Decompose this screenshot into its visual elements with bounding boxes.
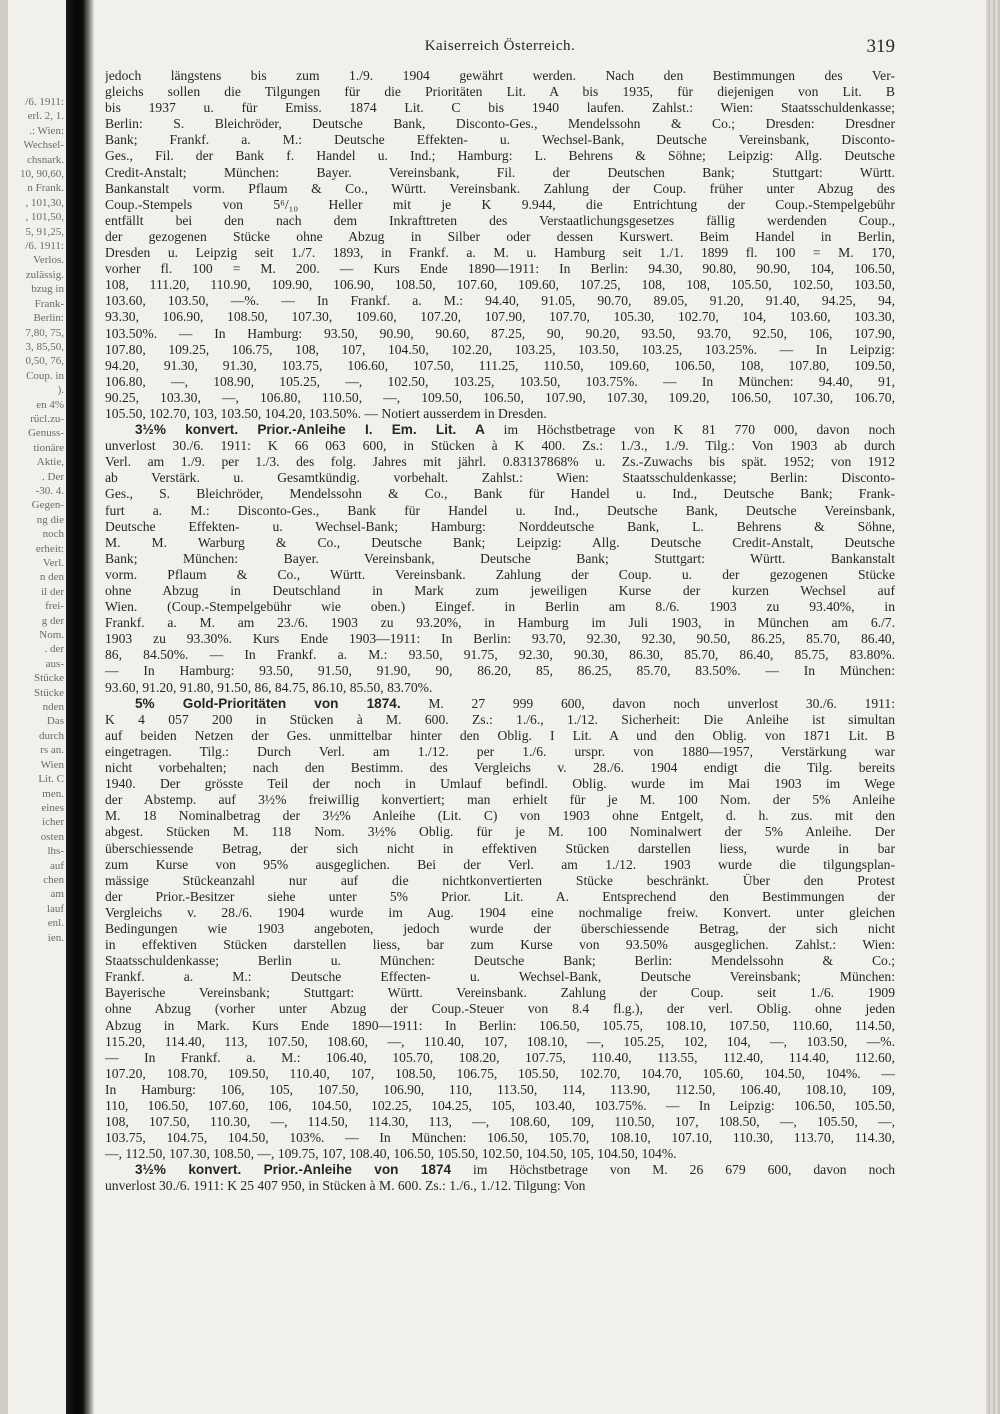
text-line: 90.25, 103.30, —, 106.80, 110.50, —, 109.50, 106.50, 107.90, 107.30, 109.20, 106.50, 107.30, 106.70,	[105, 389, 895, 405]
facing-page-line: chen	[43, 873, 64, 886]
text-line: unverlost 30./6. 1911: K 66 063 600, in Stücken à K 400. Zs.: 1./3., 1./9. Tilg.: Von 1903 ab durch	[105, 438, 895, 454]
text-line: Verl. am 1./9. per 1./3. des folg. Jahres mit jährl. 0.83137868% u. Zs.-Zuwachs bis spät. 1952; von 1912	[105, 454, 895, 470]
text-line: Bank; Frankf. a. M.: Deutsche Effekten- u. Wechsel-Bank, Deutsche Vereinsbank, Disconto-	[105, 132, 895, 148]
text-line: 5% Gold-Prioritäten von 1874. M. 27 999 600, davon noch unverlost 30./6. 1911:	[135, 695, 895, 711]
facing-page-line: Verl.	[42, 557, 64, 569]
facing-page-line: Stücke	[34, 686, 64, 699]
facing-page-line: osten	[40, 830, 64, 843]
text-line: eingetragen. Tilg.: Durch Verl. am 1./12. per 1./6. urspr. von 1880—1957, Verstärkung war	[105, 743, 895, 759]
text-line: in effektiven Stücken darstellen liess, bar zum Kurse von 93.50% ausgeglichen. Zahlst.: Wien:	[105, 937, 895, 953]
facing-page-line: bzug in	[31, 283, 64, 296]
facing-page-line: lhs-	[47, 845, 64, 858]
text-line: Bayerische Vereinsbank; Stuttgart: Württ. Vereinsbank. Zahlung der Coup. seit 1./6. 1909	[105, 985, 895, 1001]
facing-page-line: 5, 91,25,	[25, 225, 64, 238]
facing-page-line: durch	[38, 729, 64, 742]
facing-page-line: Das	[46, 715, 64, 728]
text-line: unverlost 30./6. 1911: K 25 407 950, in Stücken à M. 600. Zs.: 1./6., 1./12. Tilgung: Von	[105, 1178, 586, 1194]
facing-page-line: /6. 1911:	[25, 240, 64, 253]
facing-page-line: Coup. in	[26, 369, 64, 382]
text-line: —, 112.50, 107.30, 108.50, —, 109.75, 107, 108.40, 106.50, 105.50, 102.50, 104.50, 105, 104.50, 104%.	[105, 1146, 677, 1162]
facing-page-line: Gegen-	[31, 499, 64, 512]
text-line: Bankanstalt vorm. Pflaum & Co., Württ. Vereinsbank. Zahlung der Coup. früher unter Abzug des	[105, 180, 895, 196]
facing-page-line: zulässig.	[25, 268, 64, 281]
paragraph	[105, 422, 895, 696]
text-line: 93.30, 106.90, 108.50, 107.30, 109.60, 107.20, 107.90, 107.70, 105.30, 102.70, 104, 103.60, 103.30,	[105, 309, 895, 325]
text-line: Dresden u. Leipzig seit 1./7. 1893, in Frankf. a. M. u. Hamburg seit 1./1. 1899 fl. 100 = M. 170,	[105, 245, 895, 261]
text-line: K 4 057 200 in Stücken à M. 600. Zs.: 1./6., 1./12. Sicherheit: Die Anleihe ist simultan	[105, 711, 895, 727]
text-line: 108, 107.50, 110.30, —, 114.50, 114.30, 113, —, 108.60, 109, 110.50, 107, 108.50, —, 105.50, —,	[105, 1114, 895, 1130]
facing-page-line: en 4%	[36, 398, 64, 411]
text-line: 3½% konvert. Prior.-Anleihe von 1874 im Höchstbetrage von M. 26 679 600, davon noch	[135, 1162, 895, 1178]
facing-page-line: 0,50, 76,	[25, 355, 64, 368]
facing-page-line: Wien	[40, 758, 64, 771]
text-line: überschiessende Betrag, der sich nicht in effektiven Stücken darstellen liess, wurde in bar	[105, 840, 895, 856]
text-line: 108, 111.20, 110.90, 109.90, 106.90, 108.50, 107.60, 109.60, 107.25, 108, 108, 105.50, 102.50, 103.50,	[105, 277, 895, 293]
facing-page-line: ng die	[36, 513, 64, 526]
text-line: Abzug in Mark. Kurs Ende 1890—1911: In Berlin: 106.50, 105.75, 108.10, 107.50, 110.60, 114.50,	[105, 1017, 895, 1033]
text-line: Vergleichs v. 28./6. 1904 wurde im Aug. 1904 eine nochmalige freiw. Konvert. unter gleichen	[105, 904, 895, 920]
facing-page-line: icher	[42, 816, 64, 829]
facing-page-line: eines	[41, 801, 64, 814]
text-line: ohne Abzug in Deutschland in Mark zum jeweiligen Kurse der kurzen Wechsel auf	[105, 583, 895, 598]
text-line: 93.60, 91.20, 91.80, 91.50, 86, 84.75, 86.10, 85.50, 83.70%.	[105, 679, 433, 695]
text-line: 1940. Der grösste Teil der noch in Umlauf befindl. Oblig. wurde im Mai 1903 im Wege	[105, 776, 895, 792]
facing-page-line: g der	[41, 614, 64, 627]
page-edges	[986, 0, 1000, 1414]
page-number: 319	[866, 36, 895, 57]
text-line: In Hamburg: 106, 105, 107.50, 106.90, 110, 113.50, 114, 113.90, 112.50, 106.40, 108.10, 109,	[105, 1081, 895, 1097]
text-line: 107.80, 109.25, 106.75, 108, 107, 104.50, 102.20, 103.25, 103.50, 103.25, 103.25%. — In Leipzig:	[105, 341, 895, 357]
text-line: — In Hamburg: 93.50, 91.50, 91.90, 90, 86.20, 85, 86.25, 85.70, 83.50%. — In München:	[105, 663, 895, 679]
text-line: Ges., S. Bleichröder, Mendelssohn & Co., Bank für Handel u. Ind., Deutsche Bank; Frank-	[105, 486, 895, 502]
text-line: Staatsschuldenkasse; Berlin u. München: Deutsche Bank; Berlin: Mendelssohn & Co.;	[105, 953, 895, 969]
facing-page-line: Berlin:	[33, 312, 64, 325]
facing-page-line: erl. 2, 1.	[27, 110, 64, 123]
paragraph	[105, 68, 895, 422]
facing-page-line: 7,80, 75,	[25, 326, 64, 339]
text-line: Bedingungen wie 1903 angeboten, jedoch wurde der überschiessende Betrag, der sich nicht	[105, 920, 895, 936]
text-line: 103.60, 103.50, —%. — In Frankf. a. M.: 94.40, 91.05, 90.70, 89.05, 91.20, 91.40, 94.25, 94,	[105, 293, 895, 309]
facing-page-line: -30. 4.	[35, 484, 64, 497]
facing-page-line: . der	[44, 643, 64, 656]
text-line: Berlin: S. Bleichröder, Deutsche Bank, Disconto-Ges., Mendelssohn & Co.; Dresden: Dresdner	[105, 116, 895, 132]
facing-page-line: auf	[49, 859, 64, 872]
facing-page-line: Nom.	[39, 629, 64, 642]
section-heading: 3½% konvert. Prior.-Anleihe von 1874	[135, 1162, 452, 1178]
text-line: zum Kurse von 95% ausgeglichen. Bei der Verl. am 1./12. 1903 wurde die tilgungsplan-	[105, 856, 895, 872]
text-line: 115.20, 114.40, 113, 107.50, 108.60, —, 110.40, 107, 108.10, —, 105.25, 102, 104, —, 103.50, —%.	[105, 1033, 895, 1049]
text-line: bis 1937 u. für Emiss. 1874 Lit. C bis 1940 laufen. Zahlst.: Wien: Staatsschuldenkasse;	[105, 100, 895, 116]
text-line: ohne Abzug (vorher unter Abzug der Coup.-Steuer von 8.4 fl.g.), der verl. Oblig. ohne jeden	[105, 1001, 895, 1017]
text-line: Frankf. a. M. am 23./6. 1903 zu 93.20%, in Hamburg im Juli 1903, in München am 6./7.	[105, 615, 895, 631]
text-line: 1903 zu 93.30%. Kurs Ende 1903—1911: In Berlin: 93.70, 92.30, 92.30, 90.50, 86.25, 85.70, 86.40,	[105, 631, 895, 647]
text-line: ab Verstärk. u. Gesamtkündig. vorbehalt. Zahlst.: Wien: Staatsschuldenkasse; Berlin: Disconto-	[105, 470, 895, 486]
facing-page-line: men.	[42, 787, 64, 800]
text-line: mässige Stückeanzahl nur auf die nichtkonvertierten Stücke beschränkt. Über den Protest	[105, 872, 895, 888]
facing-page-line: .: Wien:	[29, 124, 64, 137]
facing-page-line: Lit. C	[38, 773, 64, 786]
text-line: Coup.-Stempels von 5⁶/₁₀ Heller mit je K 9.944, die Entrichtung der Coup.-Stempelgebühr	[105, 196, 895, 212]
facing-page-line: 3, 85,50,	[25, 340, 64, 353]
text-line: 103.50%. — In Hamburg: 93.50, 90.90, 90.60, 87.25, 90, 90.20, 93.50, 93.70, 92.50, 106, 107.90,	[105, 325, 895, 341]
text-line: entfällt bei den nach dem Inkrafttreten des Verstaatlichungsgesetzes fällig werdenden Coup.,	[105, 212, 895, 228]
facing-page-line: enl.	[47, 917, 64, 930]
facing-page-line: ien.	[47, 931, 64, 944]
text-line: 3½% konvert. Prior.-Anleihe I. Em. Lit. A im Höchstbetrage von K 81 770 000, davon noch	[135, 422, 895, 438]
facing-page-line: ).	[57, 384, 64, 397]
text-line: Credit-Anstalt; München: Bayer. Vereinsbank, Fil. der Deutschen Bank; Stuttgart: Württ.	[105, 164, 895, 180]
text-line: jedoch längstens bis zum 1./9. 1904 gewährt werden. Nach den Bestimmungen des Ver-	[105, 68, 895, 83]
text-line: nicht vorbehalten; nach den Bestimm. des Vergleichs v. 28./6. 1904 endigt die Tilg. bereits	[105, 760, 895, 776]
facing-page-line: frei-	[45, 600, 64, 613]
section-heading: 5% Gold-Prioritäten von 1874.	[135, 695, 401, 711]
facing-page-line: , 101,30,	[25, 196, 64, 209]
facing-page-line: /6. 1911:	[25, 96, 64, 108]
text-line: — In Frankf. a. M.: 106.40, 105.70, 108.20, 107.75, 110.40, 113.55, 112.40, 114.40, 112.60,	[105, 1049, 895, 1065]
running-head: Kaiserreich Österreich.	[424, 38, 576, 54]
facing-page-line: Verlos.	[33, 254, 64, 267]
facing-page-fragments	[0, 95, 66, 1395]
text-line: Frankf. a. M.: Deutsche Effecten- u. Wechsel-Bank, Deutsche Vereinsbank; München:	[105, 969, 895, 985]
text-line: 110, 106.50, 107.60, 106, 104.50, 102.25, 104.25, 105, 103.40, 103.75%. — In Leipzig: 106.50, 105.50,	[105, 1098, 895, 1113]
facing-page-line: nden	[42, 701, 64, 714]
paragraph	[105, 1162, 895, 1194]
text-line: der Prior.-Besitzer siehe unter 5% Prior. Lit. A. Entsprechend den Bestimmungen der	[105, 888, 895, 904]
text-line: der Abstemp. auf 3½% freiwillig konvertiert; man erhielt für je M. 100 Nom. der 5% Anleihe	[105, 792, 895, 808]
text-line: 107.20, 108.70, 109.50, 110.40, 107, 108.50, 106.75, 105.50, 102.70, 104.70, 105.60, 104.50, 104%. —	[105, 1065, 895, 1081]
text-line: 106.80, —, 108.90, 105.25, —, 102.50, 103.25, 103.50, 103.75%. — In München: 94.40, 91,	[105, 373, 895, 389]
facing-page-line: aus-	[45, 657, 64, 670]
text-line: Bank; München: Bayer. Vereinsbank, Deutsche Bank; Stuttgart: Württ. Bankanstalt	[105, 550, 895, 566]
text-line: 105.50, 102.70, 103, 103.50, 104.20, 103.50%. — Notiert ausserdem in Dresden.	[105, 405, 547, 421]
facing-page-line: am	[50, 888, 64, 901]
facing-page-line: Stücke	[34, 672, 64, 685]
facing-page-line: . Der	[42, 470, 64, 483]
facing-page-line: tionäre	[33, 441, 64, 454]
facing-page-line: rs an.	[40, 744, 64, 757]
text-line: der gezogenen Stücke ohne Abzug in Silber oder dessen Kurswert. Beim Handel in Berlin,	[105, 228, 895, 244]
facing-page-line: n Frank.	[27, 182, 64, 195]
facing-page-line: n den	[39, 571, 64, 584]
text-line: Ges., Fil. der Bank f. Handel u. Ind.; Hamburg: L. Behrens & Söhne; Leipzig: Allg. Deutsche	[105, 148, 895, 164]
page-header	[105, 36, 895, 60]
section-heading: 3½% konvert. Prior.-Anleihe I. Em. Lit. A	[135, 422, 485, 438]
text-line: M. 18 Nominalbetrag der 3½% Anleihe (Lit. C) von 1903 ohne Entgelt, d. h. zus. mit den	[105, 808, 895, 824]
facing-page-line: Frank-	[34, 297, 64, 310]
text-line: vorher fl. 100 = M. 200. — Kurs Ende 1890—1911: In Berlin: 94.30, 90.80, 90.90, 104, 106.50,	[105, 261, 895, 277]
text-line: Wien. (Coup.-Stempelgebühr wie oben.) Eingef. in Berlin am 8./6. 1903 zu 93.40%, in	[105, 599, 895, 615]
facing-page-line: rücl.zu-	[30, 412, 64, 425]
facing-page-line: , 101,50,	[25, 211, 64, 224]
text-line: 94.20, 91.30, 91.30, 103.75, 106.60, 107.50, 111.25, 110.50, 109.60, 106.50, 108, 107.80, 109.50,	[105, 357, 895, 373]
text-line: M. M. Warburg & Co., Deutsche Bank; Leipzig: Allg. Deutsche Credit-Anstalt, Deutsche	[105, 534, 895, 550]
facing-page-line: noch	[42, 528, 64, 541]
facing-page-line: Wechsel-	[23, 139, 64, 152]
paragraph	[105, 696, 895, 1163]
text-line: 103.75, 104.75, 104.50, 103%. — In München: 106.50, 105.70, 108.10, 107.10, 110.30, 113.70, 114.30,	[105, 1130, 895, 1146]
book-gutter	[66, 0, 94, 1414]
text-line: Deutsche Effekten- u. Wechsel-Bank; Hamburg: Norddeutsche Bank, L. Behrens & Söhne,	[105, 518, 895, 534]
text-line: abgest. Stücken M. 118 Nom. 3½% Oblig. für je M. 100 Nominalwert der 5% Anleihe. Der	[105, 824, 895, 840]
facing-page-line: chsnark.	[27, 153, 64, 166]
text-line: 86, 84.50%. — In Frankf. a. M.: 93.50, 91.75, 92.30, 90.30, 86.30, 85.70, 86.40, 85.75, 83.80%.	[105, 647, 895, 663]
facing-page-line: Aktie,	[36, 456, 64, 469]
facing-page-line: il der	[41, 585, 64, 598]
text-line: auf beiden Netzen der Ges. unmittelbar hinter den Oblig. I Lit. A und den Oblig. von 1871 Lit. B	[105, 727, 895, 743]
facing-page-line: Genuss-	[27, 427, 64, 440]
text-line: furt a. M.: Disconto-Ges., Bank für Handel u. Ind., Deutsche Bank, Deutsche Vereinsbank,	[105, 502, 895, 518]
text-line: gleichs sollen die Tilgungen für die Prioritäten Lit. A bis 1935, für diejenigen von Lit. B	[105, 84, 895, 100]
facing-page-line: lauf	[46, 902, 64, 915]
facing-page-line: erheit:	[35, 542, 64, 555]
page-body	[105, 68, 895, 1195]
facing-page-line: 10, 90,60,	[20, 168, 64, 181]
text-line: vorm. Pflaum & Co., Württ. Vereinsbank. Zahlung der Coup. u. der gezogenen Stücke	[105, 566, 895, 582]
